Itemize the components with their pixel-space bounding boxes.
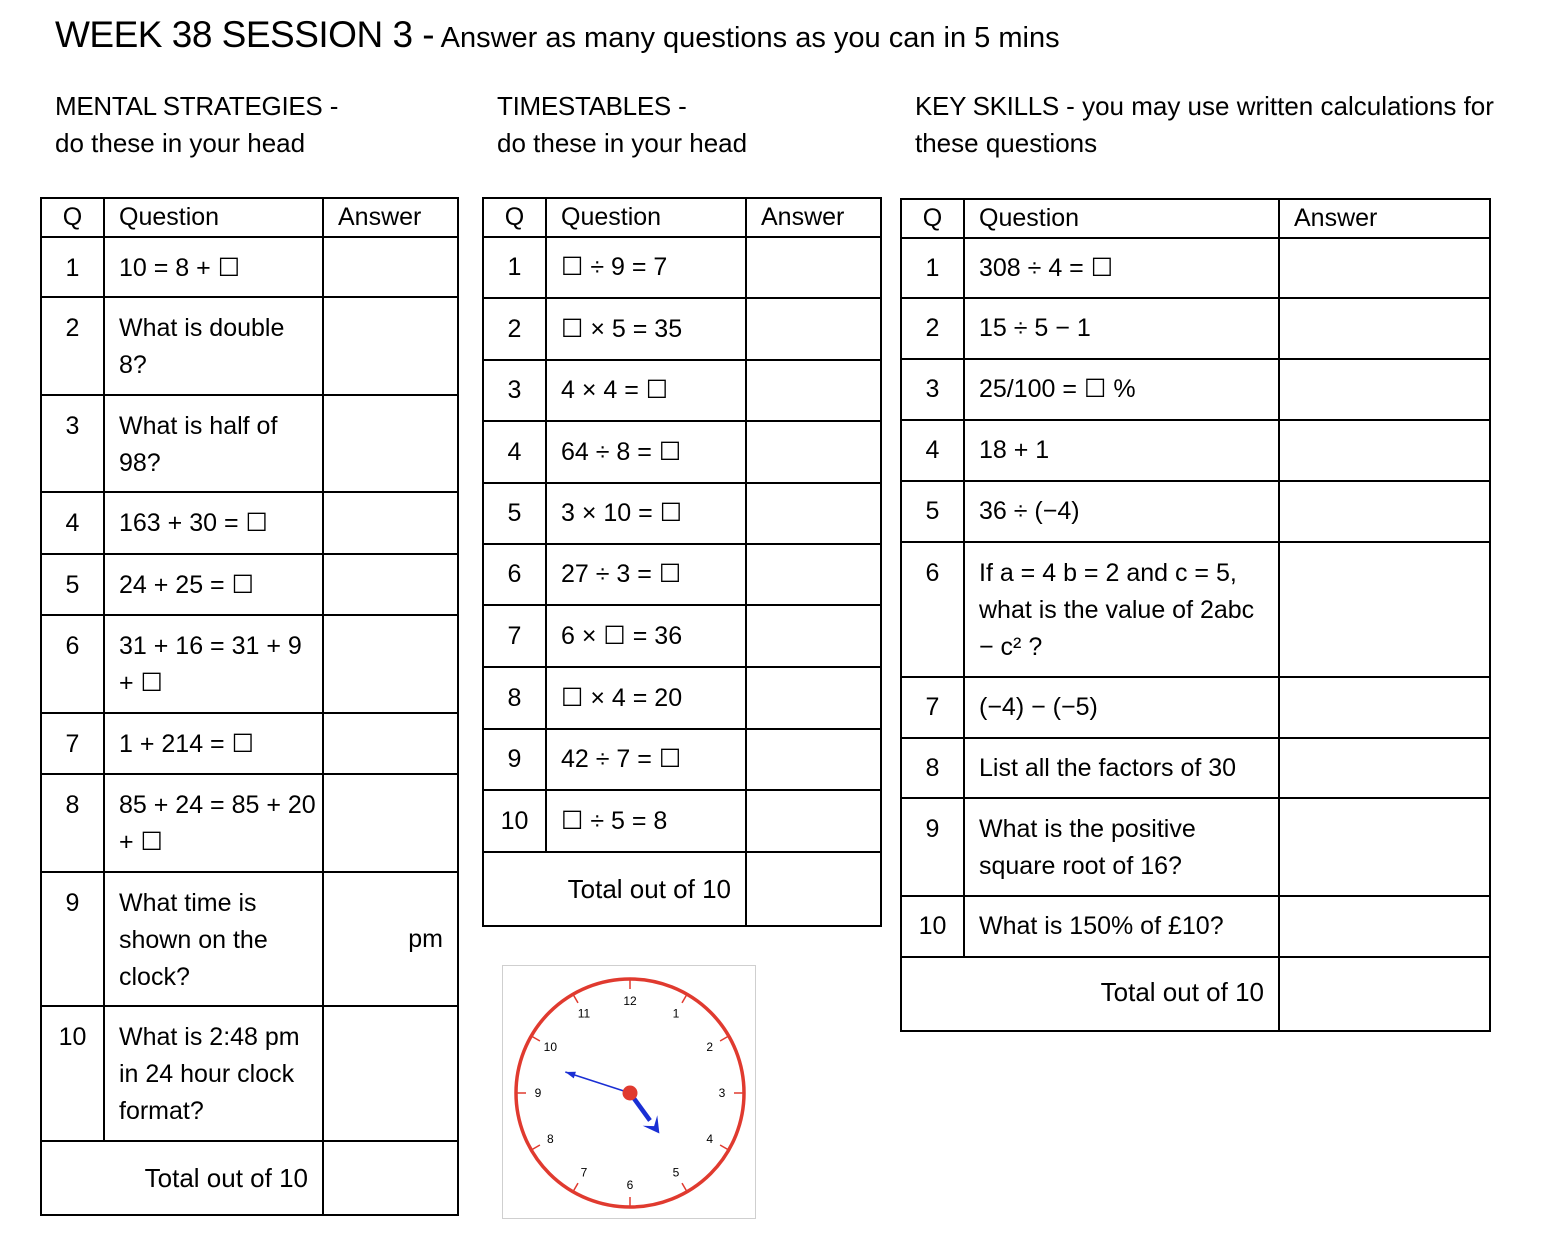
clock-number: 7 bbox=[580, 1165, 588, 1180]
question-text: ☐ ÷ 9 = 7 bbox=[546, 237, 746, 298]
column-header-answer: Answer bbox=[746, 198, 881, 237]
question-text: 25/100 = ☐ % bbox=[964, 359, 1279, 420]
clock-number: 4 bbox=[706, 1132, 714, 1146]
table-row bbox=[41, 615, 458, 713]
question-number: 3 bbox=[901, 359, 964, 420]
timestables-table bbox=[482, 197, 882, 927]
mental-strategies-table bbox=[40, 197, 459, 1216]
question-number: 1 bbox=[901, 238, 964, 298]
question-number: 10 bbox=[901, 896, 964, 957]
answer-cell[interactable] bbox=[1279, 481, 1490, 542]
answer-cell[interactable] bbox=[323, 554, 458, 615]
answer-cell[interactable] bbox=[323, 615, 458, 713]
column-header-answer: Answer bbox=[1279, 199, 1490, 238]
question-number: 5 bbox=[41, 554, 104, 615]
table-row bbox=[483, 605, 881, 667]
answer-cell[interactable] bbox=[1279, 798, 1490, 896]
subheading-timestables: do these in your head bbox=[497, 128, 748, 158]
table-row bbox=[41, 872, 458, 1006]
total-answer-cell[interactable] bbox=[323, 1141, 458, 1215]
question-number: 8 bbox=[901, 738, 964, 798]
total-answer-cell[interactable] bbox=[1279, 957, 1490, 1031]
title-week-session: WEEK 38 SESSION 3 - bbox=[55, 14, 435, 55]
question-number: 6 bbox=[901, 542, 964, 677]
answer-cell[interactable] bbox=[746, 729, 881, 790]
question-number: 2 bbox=[483, 298, 546, 360]
heading-mental-strategies: MENTAL STRATEGIES - do these in your head bbox=[55, 88, 338, 162]
question-number: 3 bbox=[41, 395, 104, 492]
clock-number: 1 bbox=[672, 1006, 680, 1021]
table-row bbox=[483, 360, 881, 421]
answer-cell[interactable] bbox=[746, 483, 881, 544]
answer-cell[interactable] bbox=[1279, 542, 1490, 677]
answer-cell[interactable] bbox=[746, 237, 881, 298]
table-row bbox=[901, 798, 1490, 896]
question-text: What is double 8? bbox=[104, 297, 323, 395]
table-row bbox=[901, 238, 1490, 298]
column-header-question: Question bbox=[104, 198, 323, 237]
question-text: What is 150% of £10? bbox=[964, 896, 1279, 957]
answer-cell[interactable] bbox=[323, 1006, 458, 1141]
question-text: ☐ × 5 = 35 bbox=[546, 298, 746, 360]
question-text: 308 ÷ 4 = ☐ bbox=[964, 238, 1279, 298]
question-text: What is half of 98? bbox=[104, 395, 323, 492]
question-number: 1 bbox=[41, 237, 104, 297]
table-row bbox=[901, 542, 1490, 677]
table-header-row bbox=[483, 198, 881, 237]
question-text: 163 + 30 = ☐ bbox=[104, 492, 323, 554]
column-header-question: Question bbox=[546, 198, 746, 237]
question-number: 10 bbox=[41, 1006, 104, 1141]
answer-cell[interactable] bbox=[323, 713, 458, 774]
table-row bbox=[483, 790, 881, 852]
question-number: 7 bbox=[41, 713, 104, 774]
table-row bbox=[41, 492, 458, 554]
column-header-q: Q bbox=[483, 198, 546, 237]
table-row bbox=[483, 483, 881, 544]
answer-cell[interactable] bbox=[746, 298, 881, 360]
answer-cell[interactable] bbox=[1279, 677, 1490, 738]
heading-timestables: TIMESTABLES - do these in your head bbox=[497, 88, 747, 162]
question-number: 8 bbox=[41, 774, 104, 872]
answer-cell[interactable] bbox=[746, 790, 881, 852]
table-row bbox=[483, 237, 881, 298]
table-row bbox=[483, 421, 881, 483]
table-row bbox=[483, 298, 881, 360]
table-row bbox=[41, 774, 458, 872]
total-row bbox=[901, 957, 1490, 1031]
clock-face bbox=[503, 966, 755, 1218]
question-number: 4 bbox=[41, 492, 104, 554]
total-answer-cell[interactable] bbox=[746, 852, 881, 926]
table-row bbox=[901, 481, 1490, 542]
column-header-answer: Answer bbox=[323, 198, 458, 237]
clock-number: 3 bbox=[718, 1086, 726, 1100]
question-text: ☐ × 4 = 20 bbox=[546, 667, 746, 729]
worksheet-title bbox=[55, 14, 1060, 56]
answer-cell[interactable] bbox=[746, 667, 881, 729]
table-header-row bbox=[901, 199, 1490, 238]
answer-cell[interactable] bbox=[323, 492, 458, 554]
question-number: 8 bbox=[483, 667, 546, 729]
question-text: ☐ ÷ 5 = 8 bbox=[546, 790, 746, 852]
total-label: Total out of 10 bbox=[483, 852, 746, 926]
analog-clock bbox=[502, 965, 756, 1219]
table-row bbox=[901, 298, 1490, 359]
clock-center-dot bbox=[623, 1086, 638, 1101]
table-row bbox=[41, 713, 458, 774]
question-text: 36 ÷ (−4) bbox=[964, 481, 1279, 542]
subheading-mental-strategies: do these in your head bbox=[55, 128, 306, 158]
table-row bbox=[901, 677, 1490, 738]
subheading-key-skills: these questions bbox=[915, 128, 1098, 158]
question-text: 1 + 214 = ☐ bbox=[104, 713, 323, 774]
column-header-question: Question bbox=[964, 199, 1279, 238]
answer-cell[interactable] bbox=[746, 360, 881, 421]
table-row bbox=[41, 395, 458, 492]
question-number: 2 bbox=[41, 297, 104, 395]
question-number: 6 bbox=[41, 615, 104, 713]
question-text: If a = 4 b = 2 and c = 5, what is the value of 2abc − c² ? bbox=[964, 542, 1279, 677]
key-skills-table bbox=[900, 198, 1491, 1032]
total-row bbox=[41, 1141, 458, 1215]
table-row bbox=[483, 667, 881, 729]
question-text: 10 = 8 + ☐ bbox=[104, 237, 323, 297]
question-number: 6 bbox=[483, 544, 546, 605]
heading-key-skills: KEY SKILLS - you may use written calculations for these questions bbox=[915, 88, 1494, 162]
column-header-q: Q bbox=[41, 198, 104, 237]
table-row bbox=[483, 544, 881, 605]
question-text: 64 ÷ 8 = ☐ bbox=[546, 421, 746, 483]
question-number: 9 bbox=[901, 798, 964, 896]
column-header-q: Q bbox=[901, 199, 964, 238]
question-text: (−4) − (−5) bbox=[964, 677, 1279, 738]
answer-cell[interactable] bbox=[746, 421, 881, 483]
title-instructions: Answer as many questions as you can in 5 mins bbox=[434, 22, 1060, 54]
question-number: 1 bbox=[483, 237, 546, 298]
clock-number: 2 bbox=[706, 1040, 714, 1054]
question-text: 85 + 24 = 85 + 20 + ☐ bbox=[104, 774, 323, 872]
answer-cell[interactable] bbox=[1279, 359, 1490, 420]
question-number: 7 bbox=[901, 677, 964, 738]
clock-number: 8 bbox=[546, 1132, 554, 1146]
answer-cell[interactable] bbox=[323, 774, 458, 872]
question-number: 5 bbox=[483, 483, 546, 544]
clock-number: 10 bbox=[543, 1040, 558, 1054]
question-number: 4 bbox=[483, 421, 546, 483]
table-row bbox=[901, 420, 1490, 481]
question-text: What time is shown on the clock? bbox=[104, 872, 323, 1006]
question-text: 3 × 10 = ☐ bbox=[546, 483, 746, 544]
question-number: 3 bbox=[483, 360, 546, 421]
table-row bbox=[41, 554, 458, 615]
answer-cell[interactable] bbox=[323, 395, 458, 492]
answer-cell[interactable] bbox=[746, 605, 881, 667]
clock-number: 12 bbox=[623, 994, 637, 1008]
question-number: 9 bbox=[41, 872, 104, 1006]
question-number: 10 bbox=[483, 790, 546, 852]
question-number: 4 bbox=[901, 420, 964, 481]
question-text: 6 × ☐ = 36 bbox=[546, 605, 746, 667]
clock-number: 9 bbox=[534, 1086, 542, 1100]
question-text: What is 2:48 pm in 24 hour clock format? bbox=[104, 1006, 323, 1141]
table-row bbox=[901, 738, 1490, 798]
table-row bbox=[483, 729, 881, 790]
answer-cell[interactable]: pm bbox=[323, 872, 458, 1006]
question-text: 4 × 4 = ☐ bbox=[546, 360, 746, 421]
table-header-row bbox=[41, 198, 458, 237]
total-label: Total out of 10 bbox=[41, 1141, 323, 1215]
answer-cell[interactable] bbox=[1279, 420, 1490, 481]
question-text: 27 ÷ 3 = ☐ bbox=[546, 544, 746, 605]
answer-cell[interactable] bbox=[1279, 738, 1490, 798]
question-text: 24 + 25 = ☐ bbox=[104, 554, 323, 615]
clock-number: 6 bbox=[626, 1178, 634, 1192]
question-number: 5 bbox=[901, 481, 964, 542]
question-text: 18 + 1 bbox=[964, 420, 1279, 481]
table-row bbox=[41, 1006, 458, 1141]
answer-cell[interactable] bbox=[1279, 298, 1490, 359]
table-row bbox=[41, 237, 458, 297]
question-number: 2 bbox=[901, 298, 964, 359]
total-label: Total out of 10 bbox=[901, 957, 1279, 1031]
question-text: List all the factors of 30 bbox=[964, 738, 1279, 798]
table-row bbox=[41, 297, 458, 395]
answer-cell[interactable] bbox=[746, 544, 881, 605]
question-number: 9 bbox=[483, 729, 546, 790]
clock-number: 5 bbox=[672, 1165, 680, 1180]
question-text: 31 + 16 = 31 + 9 + ☐ bbox=[104, 615, 323, 713]
table-row bbox=[901, 896, 1490, 957]
table-row bbox=[901, 359, 1490, 420]
answer-cell[interactable] bbox=[1279, 896, 1490, 957]
answer-cell[interactable] bbox=[323, 297, 458, 395]
total-row bbox=[483, 852, 881, 926]
clock-number: 11 bbox=[577, 1006, 591, 1021]
answer-cell[interactable] bbox=[1279, 238, 1490, 298]
answer-cell[interactable] bbox=[323, 237, 458, 297]
question-text: 15 ÷ 5 − 1 bbox=[964, 298, 1279, 359]
question-text: What is the positive square root of 16? bbox=[964, 798, 1279, 896]
question-text: 42 ÷ 7 = ☐ bbox=[546, 729, 746, 790]
question-number: 7 bbox=[483, 605, 546, 667]
